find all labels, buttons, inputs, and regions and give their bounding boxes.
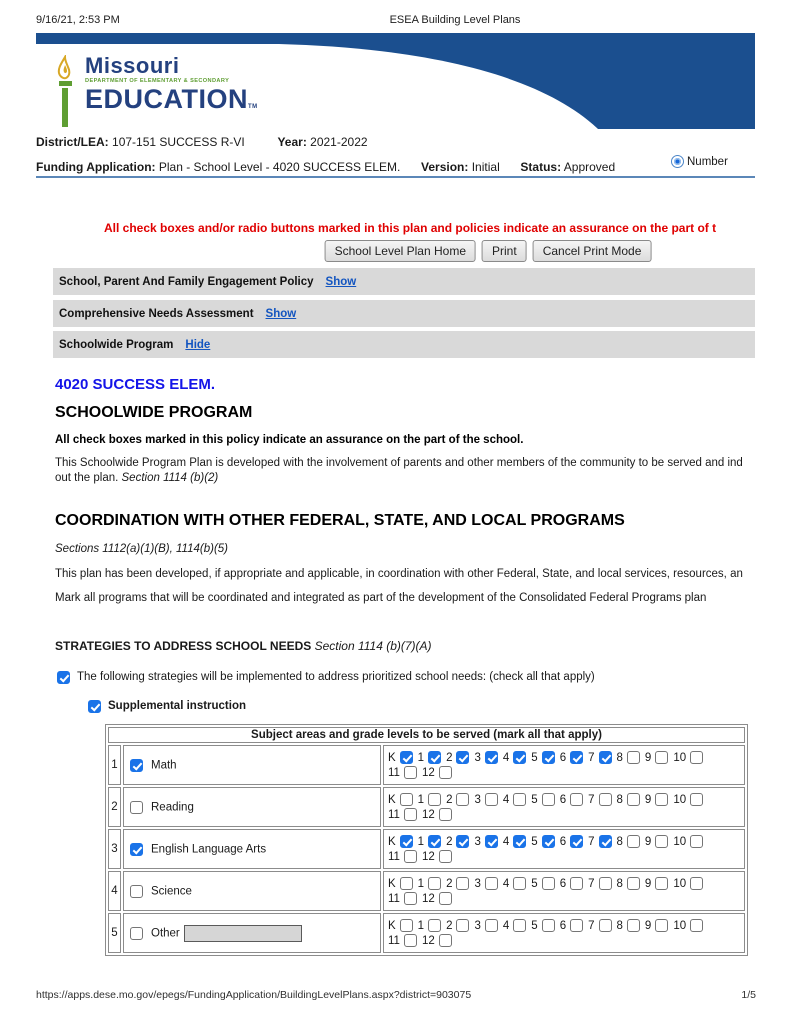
grade-4-checkbox[interactable] [513, 751, 526, 764]
grade-label: 10 [673, 751, 687, 764]
grade-K-checkbox[interactable] [400, 835, 413, 848]
grade-label: 7 [588, 919, 595, 932]
grade-pair [645, 751, 668, 764]
grade-label: 4 [502, 877, 510, 890]
strategies-section-ref: Section 1114 (b)(7)(A) [314, 639, 432, 653]
grade-9-checkbox[interactable] [655, 919, 668, 932]
grade-label: 7 [588, 751, 595, 764]
row-number: 5 [108, 913, 121, 953]
logo-tm: TM [248, 103, 258, 110]
school-title: 4020 SUCCESS ELEM. [55, 376, 216, 393]
grade-6-checkbox[interactable] [570, 793, 583, 806]
subject-checkbox-english-language-arts[interactable] [130, 843, 143, 856]
grade-3-checkbox[interactable] [485, 877, 498, 890]
grade-label: 1 [417, 793, 425, 806]
grade-label: 2 [446, 835, 453, 848]
grade-label: 12 [421, 808, 435, 821]
grade-K-checkbox[interactable] [400, 919, 413, 932]
funding-value: Plan - School Level - 4020 SUCCESS ELEM. [158, 160, 401, 174]
schoolwide-program-heading: SCHOOLWIDE PROGRAM [55, 404, 253, 421]
grade-8-checkbox[interactable] [627, 919, 640, 932]
grade-pair [645, 919, 668, 932]
subject-cell [123, 913, 381, 953]
grade-7-checkbox[interactable] [599, 751, 612, 764]
grade-pair [474, 793, 497, 806]
grade-label: 8 [616, 919, 623, 932]
grade-11-checkbox[interactable] [404, 934, 417, 947]
grade-5-checkbox[interactable] [542, 751, 555, 764]
grade-pair [474, 751, 497, 764]
row-number: 4 [108, 871, 121, 911]
status-value: Approved [563, 160, 616, 174]
grade-pair [673, 835, 703, 848]
policy-assurance-text: All check boxes marked in this policy indicate an assurance on the part of the school. [55, 434, 524, 446]
version-value: Initial [471, 160, 500, 174]
subject-label: Science [151, 885, 192, 897]
grade-label: 5 [531, 751, 538, 764]
grade-7-checkbox[interactable] [599, 877, 612, 890]
grade-label: 6 [559, 793, 567, 806]
grade-pair [422, 766, 452, 779]
grade-pair [388, 751, 413, 764]
grade-pair [588, 835, 611, 848]
grade-pair [388, 934, 417, 947]
show-link[interactable]: Show [265, 307, 297, 320]
grade-pair [388, 877, 413, 890]
grades-cell [383, 787, 745, 827]
grade-pair [388, 919, 413, 932]
section-bar-needs-assessment [53, 300, 755, 327]
grade-11-checkbox[interactable] [404, 892, 417, 905]
grade-label: 1 [417, 751, 425, 764]
grade-8-checkbox[interactable] [627, 793, 640, 806]
grade-9-checkbox[interactable] [655, 751, 668, 764]
coordination-heading: COORDINATION WITH OTHER FEDERAL, STATE, AND LOCAL PROGRAMS [55, 512, 625, 529]
show-link[interactable]: Show [325, 275, 357, 288]
grade-12-checkbox[interactable] [439, 892, 452, 905]
assurance-notice: All check boxes and/or radio buttons marked in this plan and policies indicate an assurance on the part of t [104, 221, 717, 235]
grade-label: 12 [421, 892, 435, 905]
grade-pair [388, 835, 413, 848]
district-label: District/LEA: [36, 135, 109, 149]
grade-5-checkbox[interactable] [542, 919, 555, 932]
coordination-paragraph-2: Mark all programs that will be coordinated and integrated as part of the development of the Consolidated Federal Programs plan [55, 592, 707, 604]
table-row [108, 871, 745, 911]
grade-pair [645, 877, 668, 890]
grade-pair [474, 919, 497, 932]
grade-2-checkbox[interactable] [456, 835, 469, 848]
grade-pair [560, 751, 583, 764]
grade-4-checkbox[interactable] [513, 793, 526, 806]
toolbar [325, 240, 652, 262]
grade-label: 7 [588, 793, 595, 806]
strategies-checkbox[interactable] [57, 671, 70, 684]
header-divider [36, 176, 755, 178]
grade-label: 9 [644, 751, 652, 764]
row-number: 3 [108, 829, 121, 869]
row-number: 2 [108, 787, 121, 827]
strategies-check-label: The following strategies will be implemented to address prioritized school needs: (check all that apply) [77, 671, 595, 683]
torch-icon [50, 55, 80, 127]
grade-pair [531, 919, 554, 932]
missouri-dese-logo [50, 55, 258, 127]
grade-10-checkbox[interactable] [690, 751, 703, 764]
grade-pair [422, 934, 452, 947]
grade-label: 12 [421, 934, 435, 947]
grade-3-checkbox[interactable] [485, 919, 498, 932]
grade-pair [388, 892, 417, 905]
grade-2-checkbox[interactable] [456, 877, 469, 890]
grade-pair [422, 850, 452, 863]
grade-pair [588, 751, 611, 764]
grade-5-checkbox[interactable] [542, 877, 555, 890]
section-bar-engagement-policy [53, 268, 755, 295]
grade-label: 11 [388, 934, 400, 947]
year-value: 2021-2022 [310, 135, 368, 149]
grade-pair [503, 877, 526, 890]
number-radio-row [671, 155, 728, 168]
strategies-check-row [57, 671, 595, 684]
grade-1-checkbox[interactable] [428, 919, 441, 932]
version-label: Version: [421, 160, 469, 174]
grade-pair [588, 793, 611, 806]
number-radio[interactable] [671, 155, 684, 168]
grade-K-checkbox[interactable] [400, 793, 413, 806]
supplemental-checkbox[interactable] [88, 700, 101, 713]
grade-6-checkbox[interactable] [570, 919, 583, 932]
grade-pair [531, 835, 554, 848]
grades-cell [383, 871, 745, 911]
grade-label: 8 [616, 835, 623, 848]
dese-banner [36, 33, 755, 129]
subject-label: Math [151, 759, 177, 771]
grade-label: 5 [531, 877, 538, 890]
grade-pair [560, 835, 583, 848]
hide-link[interactable]: Hide [185, 338, 211, 351]
grade-pair [422, 892, 452, 905]
grade-12-checkbox[interactable] [439, 808, 452, 821]
grade-label: 11 [388, 850, 400, 863]
grade-10-checkbox[interactable] [690, 793, 703, 806]
grade-label: 6 [559, 877, 567, 890]
grade-11-checkbox[interactable] [404, 850, 417, 863]
grade-pair [446, 835, 469, 848]
section-label: Comprehensive Needs Assessment [59, 307, 254, 320]
grade-pair [617, 877, 640, 890]
grade-9-checkbox[interactable] [655, 877, 668, 890]
grade-4-checkbox[interactable] [513, 877, 526, 890]
table-row [108, 829, 745, 869]
grade-label: 7 [588, 877, 595, 890]
grade-pair [531, 751, 554, 764]
grade-pair [446, 877, 469, 890]
section-label: School, Parent And Family Engagement Policy [59, 275, 314, 288]
grade-pair [531, 877, 554, 890]
grade-pair [418, 835, 441, 848]
grade-pair [474, 877, 497, 890]
footer-url: https://apps.dese.mo.gov/epegs/FundingApplication/BuildingLevelPlans.aspx?district=903075 [36, 989, 472, 1001]
number-radio-label: Number [687, 155, 728, 168]
grade-label: 11 [388, 808, 400, 821]
grade-1-checkbox[interactable] [428, 877, 441, 890]
grade-6-checkbox[interactable] [570, 751, 583, 764]
grade-label: 9 [644, 877, 652, 890]
grade-label: 2 [446, 751, 453, 764]
grade-label: 3 [474, 751, 481, 764]
grade-1-checkbox[interactable] [428, 835, 441, 848]
district-year-line [36, 135, 368, 149]
subjects-grades-table [106, 725, 747, 955]
grade-label: 2 [446, 877, 453, 890]
grade-7-checkbox[interactable] [599, 919, 612, 932]
grade-3-checkbox[interactable] [485, 835, 498, 848]
subject-label: English Language Arts [151, 843, 267, 855]
logo-dept-text: DEPARTMENT OF ELEMENTARY & SECONDARY [85, 78, 230, 84]
grade-pair [388, 766, 417, 779]
grade-1-checkbox[interactable] [428, 793, 441, 806]
grade-pair [645, 793, 668, 806]
grade-label: K [388, 835, 396, 848]
grade-pair [560, 793, 583, 806]
section-bar-schoolwide-program [53, 331, 755, 358]
grade-pair [418, 793, 441, 806]
grade-10-checkbox[interactable] [690, 835, 703, 848]
grade-pair [418, 877, 441, 890]
subject-cell [123, 871, 381, 911]
grade-label: 8 [616, 877, 623, 890]
grade-label: 2 [446, 793, 453, 806]
grade-12-checkbox[interactable] [439, 766, 452, 779]
grade-pair [503, 835, 526, 848]
grade-pair [588, 919, 611, 932]
grade-K-checkbox[interactable] [400, 751, 413, 764]
grade-pair [645, 835, 668, 848]
grade-label: 10 [673, 835, 687, 848]
grade-pair [446, 793, 469, 806]
grade-label: 10 [673, 793, 687, 806]
grade-label: 9 [644, 793, 652, 806]
grade-label: 11 [388, 766, 400, 779]
other-subject-input[interactable] [184, 925, 302, 942]
grade-8-checkbox[interactable] [627, 877, 640, 890]
funding-line [36, 160, 615, 174]
status-label: Status: [520, 160, 562, 174]
grade-3-checkbox[interactable] [485, 793, 498, 806]
grade-pair [503, 919, 526, 932]
grade-label: 9 [644, 835, 652, 848]
grade-pair [446, 751, 469, 764]
grade-K-checkbox[interactable] [400, 877, 413, 890]
grade-8-checkbox[interactable] [627, 835, 640, 848]
supplemental-check-row [88, 700, 246, 713]
grade-label: K [388, 919, 396, 932]
grade-pair [474, 835, 497, 848]
grade-pair [503, 793, 526, 806]
grade-9-checkbox[interactable] [655, 835, 668, 848]
subject-cell [123, 787, 381, 827]
grade-label: 7 [588, 835, 595, 848]
grade-label: 4 [502, 919, 510, 932]
program-paragraph-line2: out the plan. Section 1114 (b)(2) [55, 472, 219, 484]
grade-label: 6 [559, 919, 567, 932]
grade-4-checkbox[interactable] [513, 919, 526, 932]
grade-label: 5 [531, 919, 538, 932]
grade-2-checkbox[interactable] [456, 751, 469, 764]
grade-pair [503, 751, 526, 764]
grade-pair [531, 793, 554, 806]
grade-label: 10 [673, 877, 687, 890]
logo-missouri-text: Missouri [85, 53, 180, 78]
grade-pair [588, 877, 611, 890]
grade-11-checkbox[interactable] [404, 766, 417, 779]
grade-pair [388, 850, 417, 863]
grade-pair [673, 877, 703, 890]
footer-page-number: 1/5 [741, 989, 756, 1001]
subject-checkbox-math[interactable] [130, 759, 143, 772]
coordination-sections-ref: Sections 1112(a)(1)(B), 1114(b)(5) [55, 543, 228, 555]
grade-pair [388, 808, 417, 821]
grade-pair [617, 751, 640, 764]
grade-label: K [388, 751, 396, 764]
grade-label: 12 [421, 766, 435, 779]
table-row [108, 787, 745, 827]
grade-5-checkbox[interactable] [542, 793, 555, 806]
grade-pair [673, 793, 703, 806]
grade-2-checkbox[interactable] [456, 793, 469, 806]
subject-checkbox-science[interactable] [130, 885, 143, 898]
school-level-plan-home-button[interactable]: School Level Plan Home [325, 240, 476, 262]
grade-label: 9 [644, 919, 652, 932]
grade-label: 1 [417, 835, 425, 848]
grade-label: K [388, 793, 396, 806]
table-row [108, 745, 745, 785]
grade-label: 3 [474, 793, 481, 806]
grade-7-checkbox[interactable] [599, 835, 612, 848]
grade-label: 4 [502, 835, 510, 848]
year-label: Year: [277, 135, 307, 149]
grade-label: 8 [616, 793, 623, 806]
row-number: 1 [108, 745, 121, 785]
grade-pair [388, 793, 413, 806]
grade-6-checkbox[interactable] [570, 835, 583, 848]
grade-label: 5 [531, 835, 538, 848]
subject-label: Reading [151, 801, 194, 813]
subject-cell [123, 745, 381, 785]
table-header: Subject areas and grade levels to be served (mark all that apply) [108, 727, 745, 743]
grade-5-checkbox[interactable] [542, 835, 555, 848]
grade-10-checkbox[interactable] [690, 877, 703, 890]
table-row [108, 913, 745, 953]
grade-1-checkbox[interactable] [428, 751, 441, 764]
grade-pair [560, 919, 583, 932]
grade-pair [617, 835, 640, 848]
strategies-heading: STRATEGIES TO ADDRESS SCHOOL NEEDS Section 1114 (b)(7)(A) [55, 639, 432, 653]
grade-label: 10 [673, 919, 687, 932]
grade-pair [673, 919, 703, 932]
document-title: ESEA Building Level Plans [389, 14, 521, 26]
grade-3-checkbox[interactable] [485, 751, 498, 764]
grade-12-checkbox[interactable] [439, 850, 452, 863]
grade-6-checkbox[interactable] [570, 877, 583, 890]
subject-label: Other [151, 927, 180, 939]
grades-cell [383, 829, 745, 869]
print-button[interactable]: Print [482, 240, 527, 262]
grade-label: 1 [417, 877, 425, 890]
subject-checkbox-other[interactable] [130, 927, 143, 940]
grade-label: 1 [417, 919, 425, 932]
grade-label: 4 [502, 751, 510, 764]
grade-11-checkbox[interactable] [404, 808, 417, 821]
grade-10-checkbox[interactable] [690, 919, 703, 932]
grade-label: 8 [616, 751, 623, 764]
grade-label: 4 [502, 793, 510, 806]
grades-cell [383, 745, 745, 785]
grade-9-checkbox[interactable] [655, 793, 668, 806]
subject-cell [123, 829, 381, 869]
grade-label: K [388, 877, 396, 890]
grade-pair [418, 751, 441, 764]
grade-4-checkbox[interactable] [513, 835, 526, 848]
grade-label: 2 [446, 919, 453, 932]
print-datetime: 9/16/21, 2:53 PM [36, 14, 120, 26]
grade-pair [617, 919, 640, 932]
grade-label: 6 [559, 751, 567, 764]
grade-pair [617, 793, 640, 806]
grades-cell [383, 913, 745, 953]
supplemental-label: Supplemental instruction [108, 700, 247, 712]
district-value: 107-151 SUCCESS R-VI [112, 135, 245, 149]
grade-pair [418, 919, 441, 932]
subject-checkbox-reading[interactable] [130, 801, 143, 814]
section-reference: Section 1114 (b)(2) [121, 472, 219, 484]
grade-label: 3 [474, 919, 481, 932]
cancel-print-mode-button[interactable]: Cancel Print Mode [533, 240, 652, 262]
section-label: Schoolwide Program [59, 338, 174, 351]
program-paragraph-line1: This Schoolwide Program Plan is developed with the involvement of parents and other members of the community to be served and ind [55, 457, 743, 469]
grade-label: 3 [474, 877, 481, 890]
grade-label: 5 [531, 793, 538, 806]
grade-pair [560, 877, 583, 890]
grade-pair [422, 808, 452, 821]
grade-2-checkbox[interactable] [456, 919, 469, 932]
funding-label: Funding Application: [36, 160, 156, 174]
grade-pair [673, 751, 703, 764]
grade-label: 12 [421, 850, 435, 863]
grade-12-checkbox[interactable] [439, 934, 452, 947]
subjects-grades-table-wrapper [105, 724, 748, 956]
grade-8-checkbox[interactable] [627, 751, 640, 764]
grade-pair [446, 919, 469, 932]
grade-label: 3 [474, 835, 481, 848]
coordination-paragraph-1: This plan has been developed, if appropriate and applicable, in coordination with other Federal, State, and local services, resources, an [55, 568, 743, 580]
grade-label: 6 [559, 835, 567, 848]
logo-education-text: EDUCATIONTM [85, 83, 258, 114]
grade-label: 11 [388, 892, 400, 905]
grade-7-checkbox[interactable] [599, 793, 612, 806]
